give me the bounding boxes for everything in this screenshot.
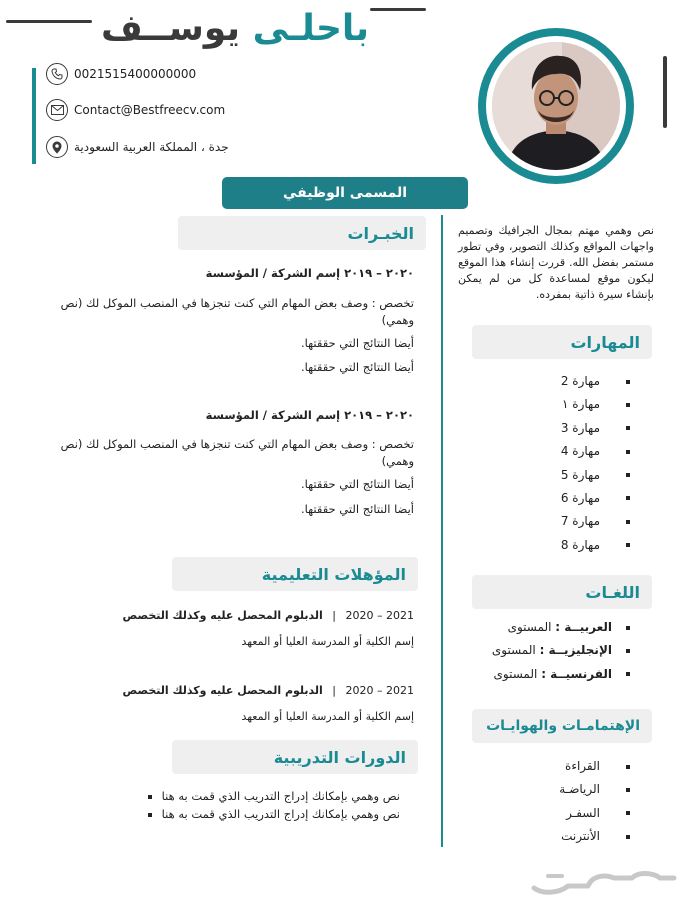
bullet: [626, 403, 630, 407]
list-item: العربيــة : المستوى: [458, 616, 630, 639]
contact-phone-row: [46, 61, 196, 87]
list-item: مهارة 2: [480, 370, 630, 393]
profile-summary: نص وهمي مهتم بمجال الجرافيك وتصميم واجهات المواقع وكذلك التصوير، وفي تطور مستمر بفضل الله. قررت إنشاء هذا الموقع ليكون موقع لمساعدة كل من لم يمكن بإنشاء سيرة ذاتية بمفرده.: [458, 224, 654, 301]
experience-desc-1: تخصص : وصف بعض المهام التي كنت تنجزها في المنصب الموكل لك (نص وهمي): [60, 296, 414, 327]
bullet: [626, 649, 630, 653]
experience-result-1a: أيضا النتائج التي حققتها.: [300, 336, 414, 350]
education-entry-2: 2020 – 2021 | الدبلوم المحصل عليه وكذلك التخصص: [122, 684, 414, 697]
list-item: الرياضـة: [480, 778, 630, 801]
languages-heading: اللغـات: [472, 575, 652, 609]
languages-list: [458, 616, 630, 686]
experience-result-2b: أيضا النتائج التي حققتها.: [300, 502, 414, 516]
experience-title-1: ٢٠٢٠ – ٢٠١٩ إسم الشركة / المؤسسة: [205, 266, 414, 280]
phone-icon: [46, 63, 68, 85]
list-item: الفرنسيــة : المستوى: [458, 663, 630, 686]
list-item: مهارة 3: [480, 417, 630, 440]
haraj-watermark: [528, 864, 678, 898]
skills-heading: المهارات: [472, 325, 652, 359]
experience-title-2: ٢٠٢٠ – ٢٠١٩ إسم الشركة / المؤسسة: [205, 408, 414, 422]
bullet: [626, 380, 630, 384]
email-address[interactable]: Contact@Bestfreecv.com: [74, 103, 226, 117]
bullet: [626, 496, 630, 500]
training-item-2: نص وهمي بإمكانك إدراج التدريب الذي قمت به هنا: [60, 806, 400, 823]
experience-result-2a: أيضا النتائج التي حققتها.: [300, 477, 414, 491]
interests-list: [480, 755, 630, 849]
bullet: [626, 672, 630, 676]
bullet: [626, 811, 630, 815]
bullet: [626, 626, 630, 630]
mail-icon: [46, 99, 68, 121]
experience-heading: الخبـرات: [178, 216, 426, 250]
training-heading: الدورات التدريبية: [172, 740, 418, 774]
education-school-1: إسم الكلية أو المدرسة العليا أو المعهد: [241, 635, 414, 648]
list-item: مهارة ١: [480, 393, 630, 416]
bullet: [626, 835, 630, 839]
full-name: [90, 4, 380, 54]
education-heading: المؤهلات التعليمية: [172, 557, 418, 591]
profile-photo: [492, 42, 620, 170]
right-side-accent-bar: [663, 56, 667, 128]
list-item: الإنجليزيــة : المستوى: [458, 639, 630, 662]
contact-email-row: [46, 97, 225, 123]
column-divider: [441, 215, 443, 847]
bullet: [148, 813, 152, 817]
experience-result-1b: أيضا النتائج التي حققتها.: [300, 360, 414, 374]
list-item: مهارة 4: [480, 440, 630, 463]
bullet: [626, 426, 630, 430]
bullet: [626, 450, 630, 454]
bullet: [148, 795, 152, 799]
bullet: [626, 788, 630, 792]
skills-list: [480, 370, 630, 557]
list-item: مهارة 7: [480, 510, 630, 533]
education-entry-1: 2020 – 2021 | الدبلوم المحصل عليه وكذلك التخصص: [122, 609, 414, 622]
list-item: السفـر: [480, 802, 630, 825]
phone-number[interactable]: 0021515400000000: [74, 67, 197, 81]
list-item: القراءة: [480, 755, 630, 778]
list-item: مهارة 5: [480, 464, 630, 487]
location: جدة ، المملكة العربية السعودية: [74, 140, 229, 154]
education-school-2: إسم الكلية أو المدرسة العليا أو المعهد: [241, 710, 414, 723]
list-item: مهارة 8: [480, 534, 630, 557]
left-side-accent-bar: [32, 68, 36, 164]
job-title: المسمى الوظيفي: [222, 177, 468, 209]
bullet: [626, 473, 630, 477]
first-name: باحلـى: [252, 8, 369, 49]
bullet: [626, 543, 630, 547]
bullet: [626, 520, 630, 524]
last-name: يوســف: [101, 8, 241, 49]
training-item-1: نص وهمي بإمكانك إدراج التدريب الذي قمت به هنا: [60, 788, 400, 805]
location-pin-icon: [46, 136, 68, 158]
experience-desc-2: تخصص : وصف بعض المهام التي كنت تنجزها في المنصب الموكل لك (نص وهمي): [60, 437, 414, 468]
list-item: مهارة 6: [480, 487, 630, 510]
top-left-accent-bar: [6, 20, 92, 23]
contact-location-row: [46, 134, 229, 160]
interests-heading: الإهتمامـات والهوايـات: [472, 709, 652, 743]
bullet: [626, 765, 630, 769]
list-item: الأنترنت: [480, 825, 630, 848]
